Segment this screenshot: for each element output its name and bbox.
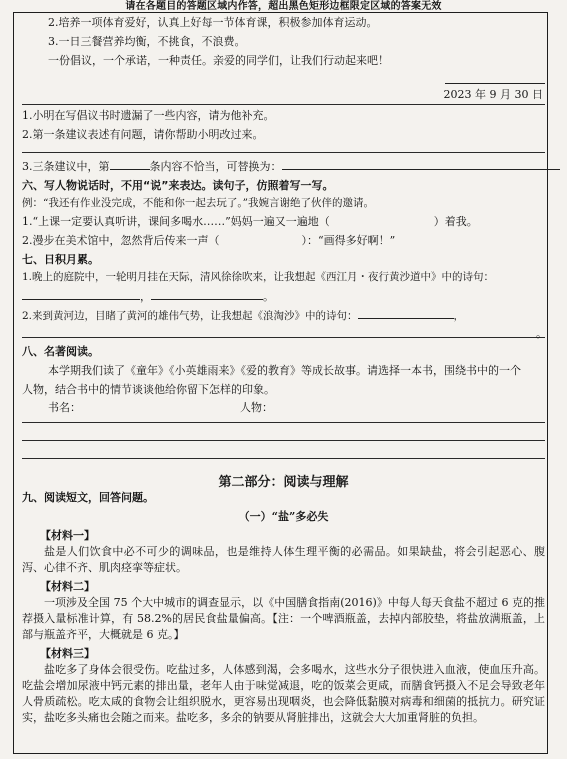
section8-body-2: 人物，结合书中的情节谈谈他给你留下怎样的印象。 (22, 383, 275, 396)
s6-1-text-a: 1.“上课一定要认真听讲，课间多喝水……”妈妈一遍又一遍地（ (22, 215, 330, 228)
book-label: 书名： (48, 401, 81, 414)
comma: ， (140, 290, 151, 303)
section8-body-1: 本学期我们读了《童年》《小英雄雨来》《爱的教育》等成长故事。请选择一本书，围绕书中的一个 (48, 364, 521, 377)
section6-sentence-1 (22, 214, 545, 229)
proposal-item-2: 2.培养一项体育爱好，认真上好每一节体育课，积极参加体育运动。 (48, 16, 378, 29)
section6-sentence-2 (22, 233, 545, 248)
q5-3-blank-answer[interactable] (282, 158, 560, 170)
section7-item-1: 1.晚上的庭院中，一轮明月挂在天际，清风徐徐吹来，让我想起《西江月・夜行黄沙道中》中的诗句： (22, 271, 495, 283)
material-1-tag: 【材料一】 (40, 529, 95, 542)
answer-line[interactable] (22, 458, 545, 459)
proposal-closing: 一份倡议，一个承诺，一种责任。亲爱的同学们，让我们行动起来吧！ (48, 54, 389, 67)
material-2-tag: 【材料二】 (40, 580, 95, 593)
section7-item-2 (22, 307, 545, 324)
poem-blank-2[interactable] (151, 288, 263, 300)
divider (22, 104, 545, 105)
s6-2-text-b: ）：“画得多好啊！” (301, 234, 396, 247)
q5-2-prompt: 2.第一条建议表述有问题，请你帮助小明改过来。 (22, 128, 264, 141)
part2-title: 第二部分：阅读与理解 (218, 475, 349, 490)
passage-title: （一）“盐”多必失 (238, 510, 329, 523)
material-3-tag: 【材料三】 (40, 647, 95, 660)
comma-2: ， (453, 310, 465, 322)
period: 。 (263, 290, 274, 303)
material-3-text: 盐吃多了身体会很受伤。吃盐过多，人体感到渴，会多喝水，这些水分子很快进入血液，使血压升高。吃盐会增加尿液中钙元素的排出量，老年人由于味觉减退，吃的饭菜会更咸，而膳食钙摄入不足会导致老年人骨质疏松。吃太咸的食物会让组织脱水，更容易出现咽炎，也会降低黏膜对病毒和细菌的抵抗力。研究证实，盐吃多头痛也会随之而来。盐吃多，多余的钠要从肾脏排出，这就会大大加重肾脏的负担。 (22, 663, 545, 724)
q5-3-prompt (22, 158, 545, 174)
section8-title: 八、名著阅读。 (22, 345, 99, 358)
poem-blank-3[interactable] (358, 307, 454, 319)
s6-2-text-a: 2.漫步在美术馆中，忽然背后传来一声（ (22, 234, 220, 247)
material-1-text: 盐是人们饮食中必不可少的调味品，也是维持人体生理平衡的必需品。如果缺盐，将会引起恶心、腹泻、心律不齐、肌肉痉挛等症状。 (22, 545, 545, 574)
answer-line[interactable] (22, 440, 545, 441)
signature-line (445, 83, 545, 84)
period-2: 。 (536, 327, 547, 340)
answer-area-warning: 请在各题目的答题区域内作答，超出黑色矩形边框限定区域的答案无效 (125, 1, 442, 12)
person-label: 人物： (240, 401, 273, 414)
q5-3-text-b: 条内容不恰当，可替换为： (149, 160, 282, 173)
q5-3-text-a: 3.三条建议中，第 (22, 160, 110, 173)
section7-item-1-answer (22, 288, 545, 304)
answer-line[interactable] (22, 337, 545, 338)
section7-title: 七、日积月累。 (22, 253, 99, 266)
answer-line[interactable] (22, 422, 545, 423)
proposal-item-3: 3.一日三餐营养均衡，不挑食，不浪费。 (48, 35, 246, 48)
proposal-date: 2023 年 9 月 30 日 (443, 88, 543, 101)
section6-example: 例：“我还有作业没完成，不能和你一起去玩了。”我婉言谢绝了伙伴的邀请。 (22, 197, 374, 209)
q5-1-prompt: 1.小明在写倡议书时遗漏了一些内容，请为他补充。 (22, 109, 275, 122)
q5-3-blank-number[interactable] (110, 158, 150, 170)
poem-blank-1[interactable] (22, 288, 140, 300)
s7-2-text: 2.来到黄河边，目睹了黄河的雄伟气势，让我想起《浪淘沙》中的诗句： (22, 310, 358, 322)
s6-1-text-b: ）着我。 (433, 215, 478, 228)
section6-title: 六、写人物说话时，不用“说”来表达。读句子，仿照着写一写。 (22, 179, 334, 192)
question-9: 九、阅读短文，回答问题。 (22, 491, 154, 504)
answer-line[interactable] (22, 152, 545, 153)
material-2-text: 一项涉及全国 75 个大中城市的调查显示，以《中国膳食指南(2016)》中每人每天食盐不超过 6 克的推荐摄入量标准计算，有 58.2%的居民食盐量偏高。【注：一个啤酒瓶盖，去掉内部胶垫，将盐放满瓶盖，上部与瓶盖齐平，大概就是 6 克。】 (22, 596, 545, 641)
